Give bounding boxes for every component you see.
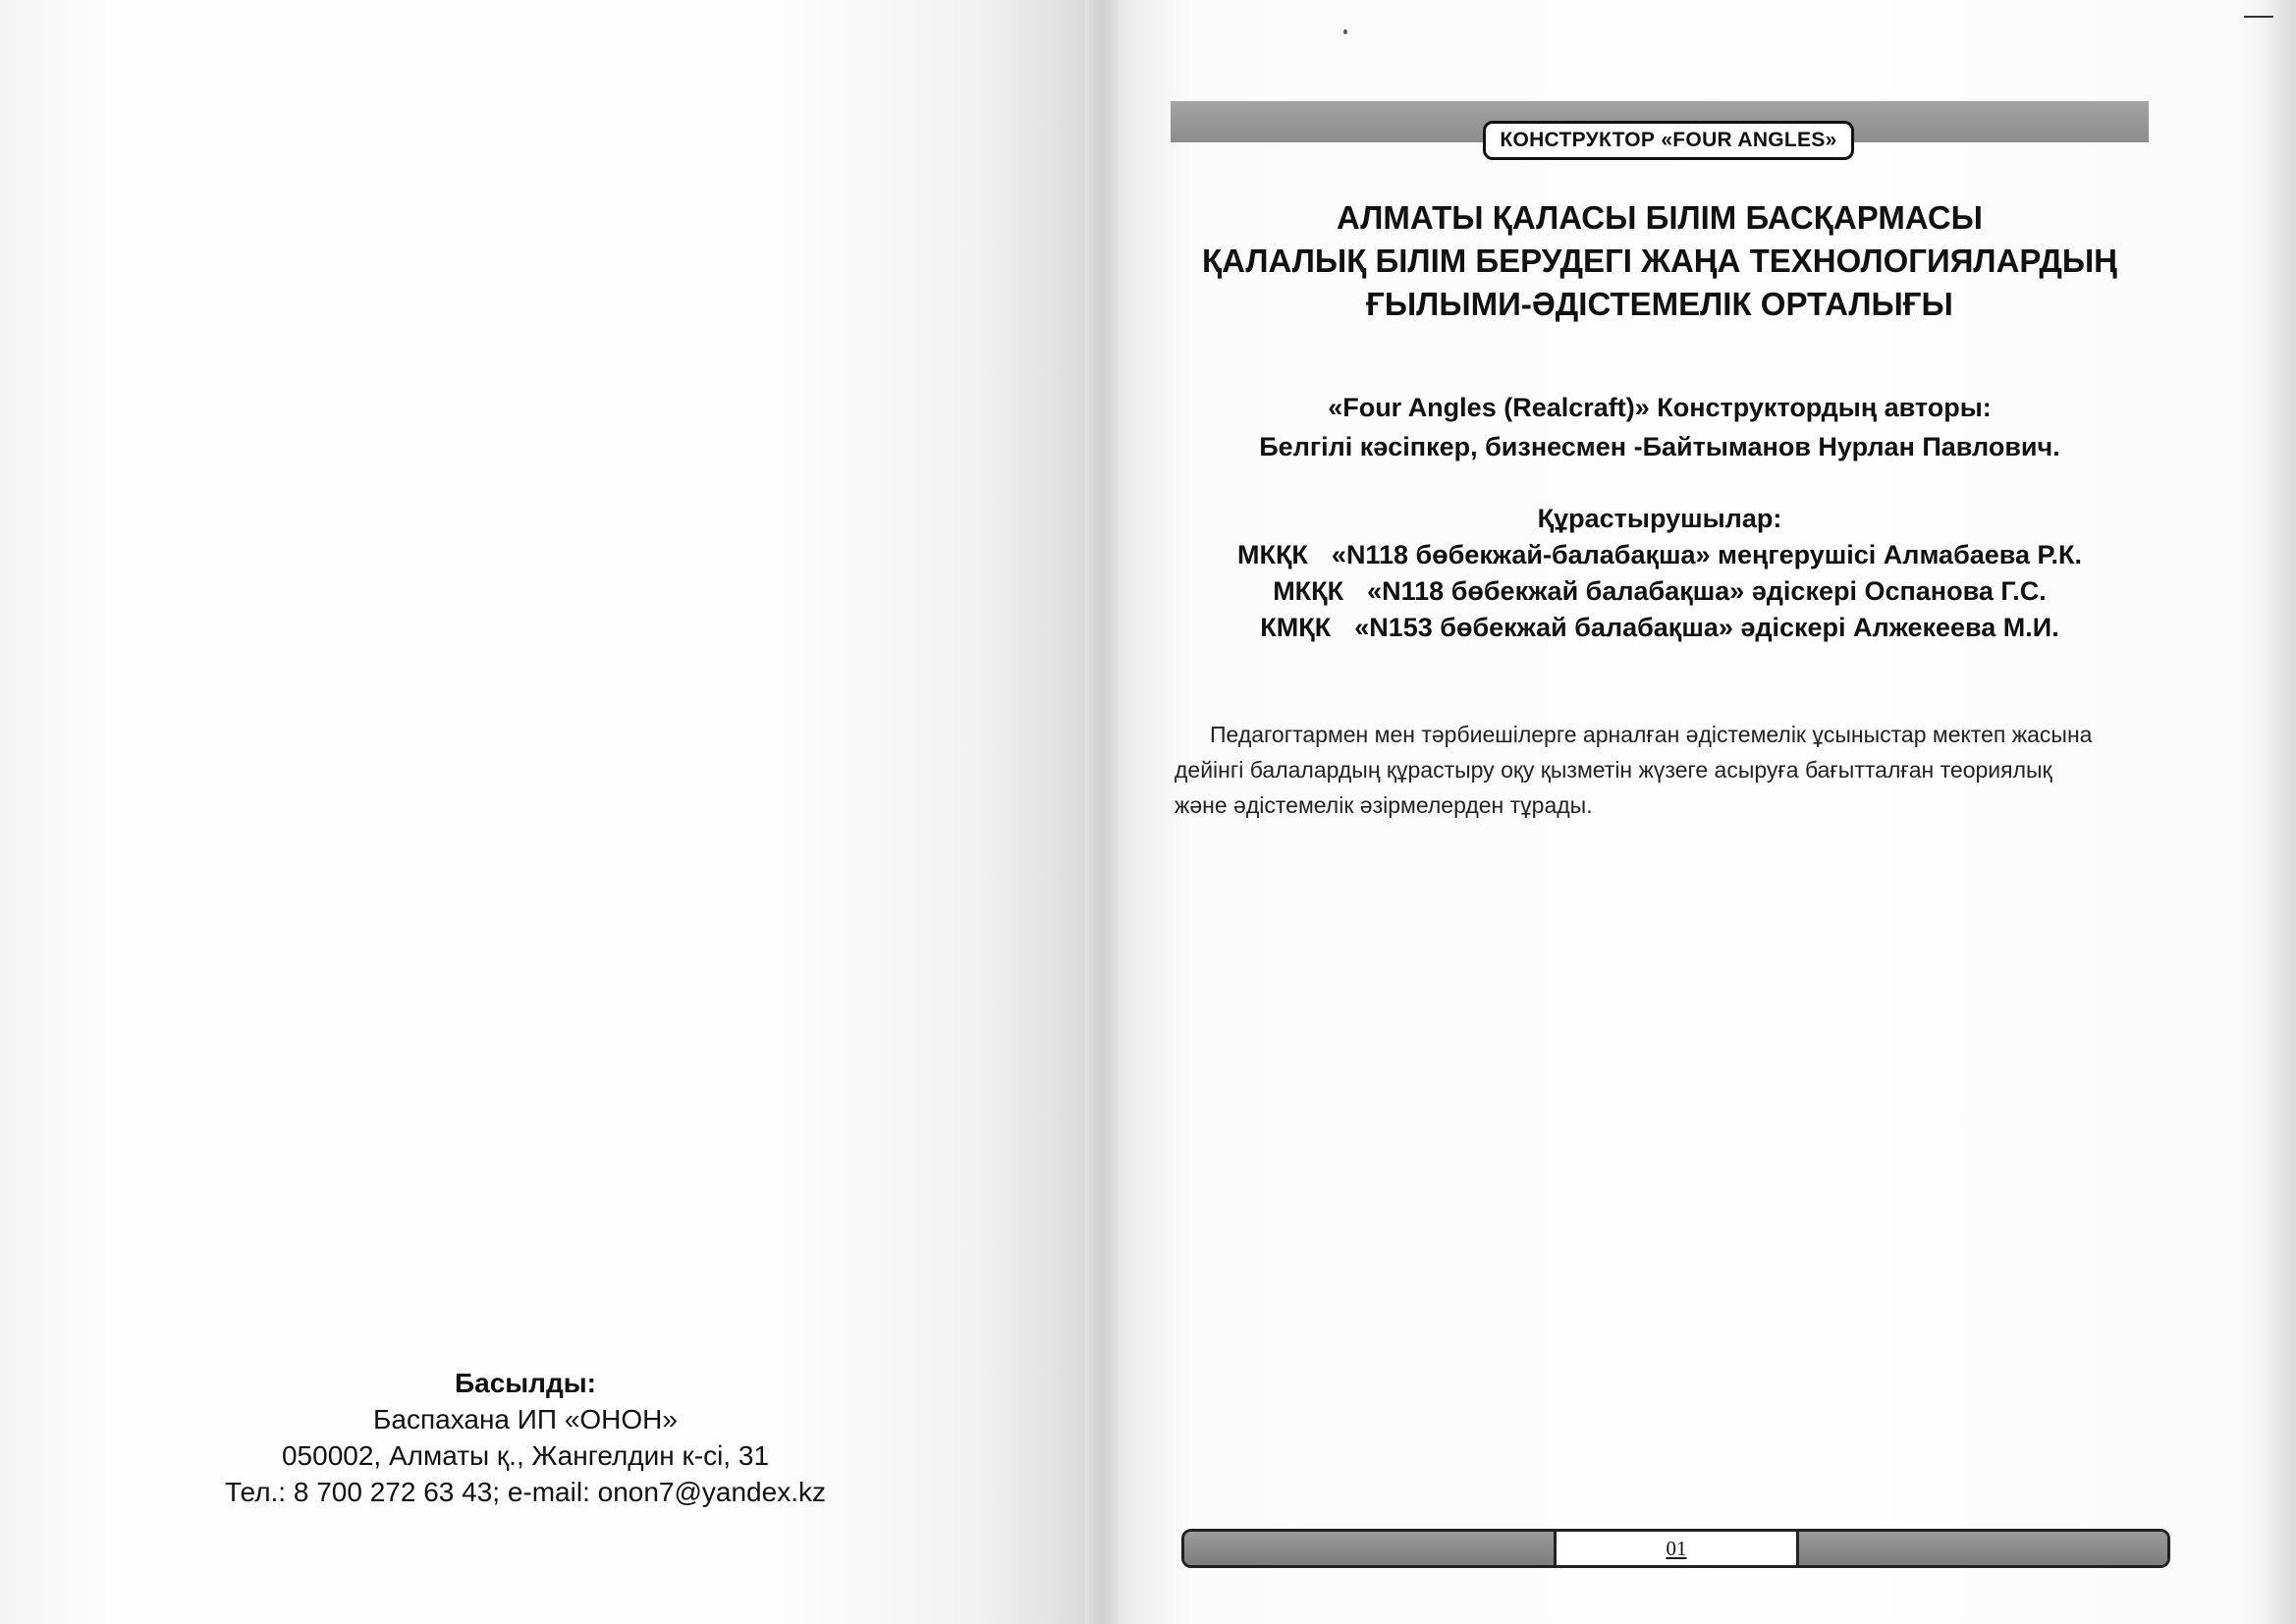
footer-band-right	[1796, 1532, 2167, 1565]
title-line-2: ҚАЛАЛЫҚ БІЛІМ БЕРУДЕГІ ЖАҢА ТЕХНОЛОГИЯЛАРДЫҢ	[1201, 243, 2117, 279]
authors-block	[1169, 388, 2151, 466]
page-edge	[2264, 0, 2296, 1624]
compiler-row	[1169, 573, 2151, 610]
compiler-row	[1169, 610, 2151, 646]
description-line-1: Педагогтармен мен тәрбиешілерге арналған әдістемелік ұсыныстар мектеп жасына	[1210, 722, 2093, 747]
compiler-org: МКҚК	[1273, 576, 1344, 606]
description-line-2: дейінгі балалардың құрастыру оқу қызметін жүзеге асыруға бағытталған теориялық	[1175, 757, 2052, 783]
imprint-heading: Басылды:	[455, 1368, 596, 1398]
page-title	[1169, 196, 2151, 326]
title-line-3: ҒЫЛЫМИ-ӘДІСТЕМЕЛІК ОРТАЛЫҒЫ	[1366, 286, 1953, 322]
book-gutter	[1066, 0, 1134, 1624]
description-paragraph	[1175, 717, 2155, 823]
footer-band-left	[1184, 1532, 1557, 1565]
imprint-line-3: Тел.: 8 700 272 63 43; e-mail: onon7@yandex.kz	[225, 1477, 826, 1507]
page-footer	[1181, 1529, 2170, 1568]
compiler-org: КМҚК	[1260, 613, 1332, 642]
compiler-text: «N118 бөбекжай балабақша» әдіскері Оспанова Г.С.	[1367, 576, 2047, 606]
scan-mark	[2244, 16, 2273, 18]
compiler-row	[1169, 537, 2151, 573]
imprint-line-2: 050002, Алматы қ., Жангелдин к-сі, 31	[281, 1440, 770, 1471]
scan-speck	[1343, 29, 1347, 34]
description-line-3: және әдістемелік әзірмелерден тұрады.	[1175, 792, 1593, 818]
header-label-box	[1483, 121, 1854, 160]
compiler-org: МКҚК	[1236, 540, 1308, 569]
header-label: КОНСТРУКТОР «FOUR ANGLES»	[1500, 129, 1837, 151]
authors-line-2: Белгілі кәсіпкер, бизнесмен -Байтыманов Нурлан Павлович.	[1259, 432, 2060, 461]
imprint-line-1: Баспахана ИП «ОНОН»	[373, 1404, 678, 1435]
compilers-heading: Құрастырушылар:	[1537, 504, 1782, 533]
compiler-text: «N118 бөбекжай-балабақша» меңгерушісі Алмабаева Р.К.	[1331, 540, 2082, 569]
page-number: 01	[1557, 1532, 1796, 1565]
authors-line-1: «Four Angles (Realcraft)» Конструктордың авторы:	[1328, 393, 1992, 422]
compilers-block	[1169, 501, 2151, 646]
title-line-1: АЛМАТЫ ҚАЛАСЫ БІЛІМ БАСҚАРМАСЫ	[1337, 199, 1983, 236]
compiler-text: «N153 бөбекжай балабақша» әдіскері Алжекеева М.И.	[1354, 613, 2059, 642]
imprint-block	[182, 1365, 869, 1510]
